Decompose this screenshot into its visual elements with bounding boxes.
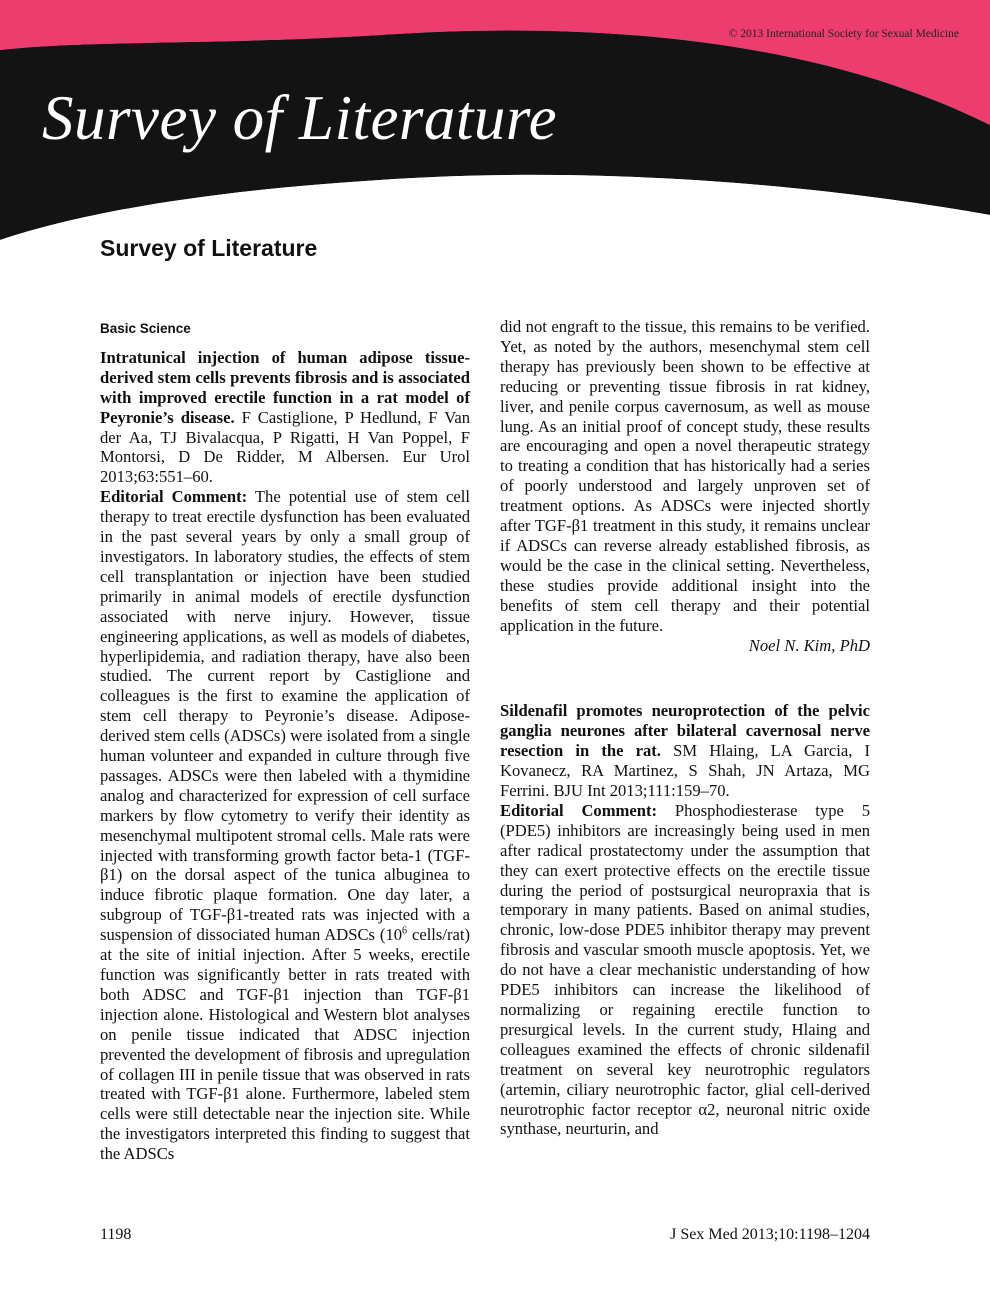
banner-title: Survey of Literature bbox=[42, 83, 558, 153]
article2-citation: SM Hlaing, LA Garcia, I Kovanecz, RA Martinez, S Shah, JN Artaza, MG Ferrini. BJU Int 2013;111:159–70. bbox=[500, 741, 870, 801]
article1-comment-start bbox=[100, 487, 470, 1164]
page-number: 1198 bbox=[100, 1226, 132, 1243]
right-column bbox=[500, 317, 870, 1139]
article1-superscript: 6 bbox=[402, 925, 408, 937]
article1-comment-part2-start: cells/rat) at the site of initial injection. After 5 weeks, erectile function was significantly better in rats treated with both ADSC and TGF-β1 injection than TGF-β1 injection alone. Histological and Western blot analyses on penile tissue indicated that ADSC injection prevented the development of fibrosis and upregulation of collagen III in penile tissue that was observed in rats treated with TGF-β1 alone. Furthermore, labeled stem cells were still detectable near the injection site. While the investigators interpreted this finding to suggest that the ADSCs bbox=[100, 925, 471, 1164]
article1-title: Intratunical injection of human adipose tissue-derived stem cells prevents fibrosis and is associated with improved erectile function in a rat model of Peyronie’s disease. bbox=[100, 347, 470, 427]
article1-comment-continued: did not engraft to the tissue, this remains to be verified. Yet, as noted by the authors, mesenchymal stem cell therapy has previously been shown to be effective at reducing or preventing tissue fibrosis in rat kidney, liver, and penile corpus cavernosum, as well as mouse lung. As an initial proof of concept study, these results are encouraging and open a novel therapeutic strategy to treating a condition that has historically had a series of poorly understood and largely unproven set of treatment options. As ADSCs were injected shortly after TGF-β1 treatment in this study, it remains unclear if ADSCs can reverse already established fibrosis, as would be the case in the clinical setting. Nevertheless, these studies provide additional insight into the benefits of stem cell therapy and their potential application in the future. bbox=[500, 317, 870, 635]
article1-reference bbox=[100, 348, 470, 487]
article2-comment-text: Phosphodiesterase type 5 (PDE5) inhibitors are increasingly being used in men after radical prostatectomy under the assumption that they can exert protective effects on the erectile tissue during the period of postsurgical neuropraxia that is temporary in many patients. Based on animal studies, chronic, low-dose PDE5 inhibitor therapy may prevent fibrosis and vascular smooth muscle apoptosis. Yet, we do not have a clear mechanistic understanding of how PDE5 inhibitors can increase the likelihood of normalizing or regaining erectile function to presurgical levels. In the current study, Hlaing and colleagues examined the effects of chronic sildenafil treatment on several key neurotrophic regulators (artemin, ciliary neurotrophic factor, glial cell-derived neurotrophic factor receptor α2, neuronal nitric oxide synthase, neurturin, and bbox=[500, 800, 870, 1139]
section-title: Survey of Literature bbox=[100, 235, 318, 261]
article2-comment bbox=[500, 801, 870, 1139]
article1-comment-label: Editorial Comment: bbox=[100, 487, 248, 507]
left-column bbox=[100, 317, 470, 1164]
article2-reference bbox=[500, 701, 870, 801]
subsection-heading: Basic Science bbox=[100, 321, 191, 336]
article-spacer bbox=[500, 655, 870, 701]
article2-comment-label: Editorial Comment: bbox=[500, 800, 658, 820]
article1-signature: Noel N. Kim, PhD bbox=[748, 635, 870, 655]
journal-citation: J Sex Med 2013;10:1198–1204 bbox=[670, 1226, 870, 1243]
article2-title: Sildenafil promotes neuroprotection of the pelvic ganglia neurones after bilateral cavernosal nerve resection in the rat. bbox=[500, 701, 870, 761]
copyright-notice: © 2013 International Society for Sexual Medicine bbox=[728, 28, 959, 40]
article1-citation: F Castiglione, P Hedlund, F Van der Aa, TJ Bivalacqua, P Rigatti, H Van Poppel, F Montorsi, D De Ridder, M Albersen. Eur Urol 2013;63:551–60. bbox=[100, 407, 470, 487]
article1-comment-part1: The potential use of stem cell therapy to treat erectile dysfunction has been evaluated in the past several years by only a small group of investigators. In laboratory studies, the effects of stem cell transplantation or injection have been studied primarily in animal models of erectile dysfunction associated with nerve injury. However, tissue engineering applications, as well as models of diabetes, hyperlipidemia, and radiation therapy, have also been studied. The current report by Castiglione and colleagues is the first to examine the application of stem cell therapy to Peyronie’s disease. Adipose-derived stem cells (ADSCs) were isolated from a single human volunteer and expanded in culture through five passages. ADSCs were then labeled with a thymidine analog and characterized for expression of cell surface markers by flow cytometry to verify their identity as mesenchymal multipotent stromal cells. Male rats were injected with transforming growth factor beta-1 (TGF-β1) on the dorsal aspect of the tunica albuginea to induce fibrotic plaque formation. One day later, a subgroup of TGF-β1-treated rats was injected with a suspension of dissociated human ADSCs (10 bbox=[100, 487, 470, 945]
